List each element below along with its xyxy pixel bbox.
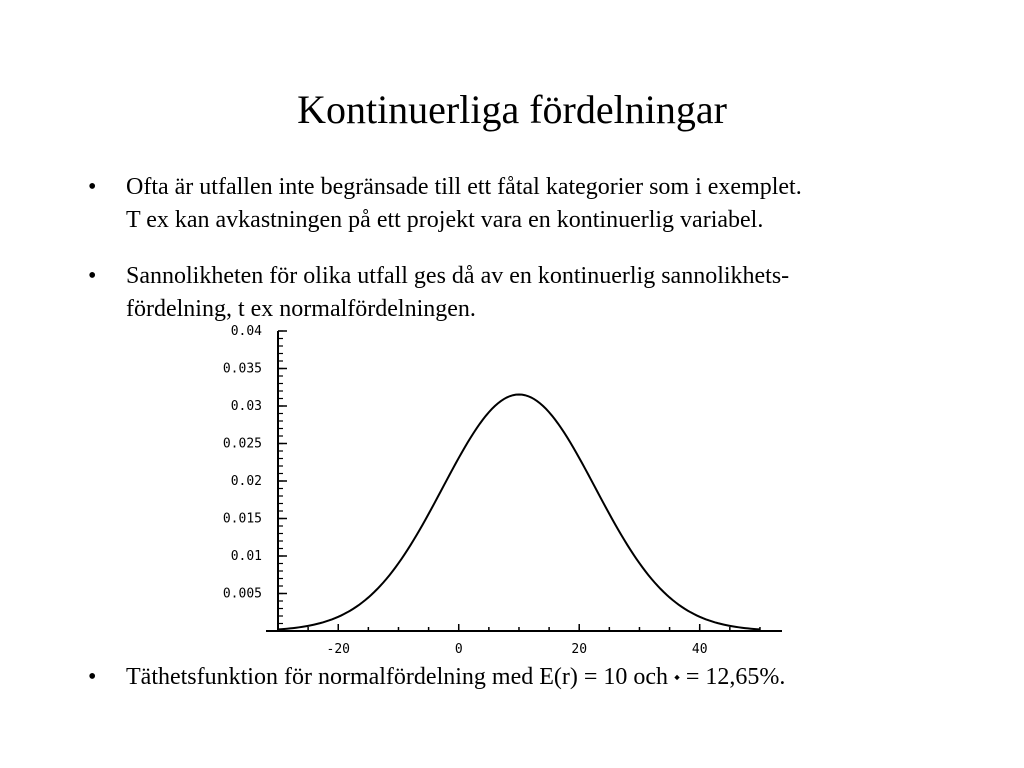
caption-text-after: = 12,65%. [679, 664, 786, 690]
y-tick-label: 0.025 [222, 436, 262, 452]
bullet-line: Sannolikheten för olika utfall ges då av en kontinuerlig sannolikhets- [126, 263, 790, 289]
y-tick-label: 0.04 [230, 324, 262, 339]
bullet-text-3 [126, 661, 948, 694]
y-tick-label: 0.01 [230, 549, 262, 564]
bullet-line: Ofta är utfallen inte begränsade till ett fåtal kategorier som i exemplet. [126, 174, 802, 200]
density-curve [278, 394, 760, 629]
caption-text-before: Täthetsfunktion för normalfördelning med E(r) = 10 och [126, 664, 675, 690]
slide-title: Kontinuerliga fördelningar [297, 87, 727, 132]
bullet-marker: • [88, 263, 97, 289]
y-tick-label: 0.015 [222, 511, 262, 527]
x-tick-label: 0 [454, 642, 463, 657]
y-tick-label: 0.005 [222, 586, 262, 602]
y-tick-label: 0.03 [230, 399, 262, 414]
y-tick-label: 0.035 [222, 361, 262, 377]
y-tick-label: 0.02 [230, 474, 262, 489]
sigma-symbol: ⬩ [674, 669, 680, 686]
bullet-line: fördelning, t ex normalfördelningen. [126, 296, 476, 322]
x-tick-label: 40 [691, 642, 708, 657]
bullet-line: T ex kan avkastningen på ett projekt vara en kontinuerlig variabel. [126, 207, 764, 233]
x-tick-label: 20 [571, 642, 588, 657]
bullet-marker: • [88, 174, 97, 200]
bullet-marker: • [88, 664, 97, 690]
x-tick-label: -20 [326, 642, 350, 657]
